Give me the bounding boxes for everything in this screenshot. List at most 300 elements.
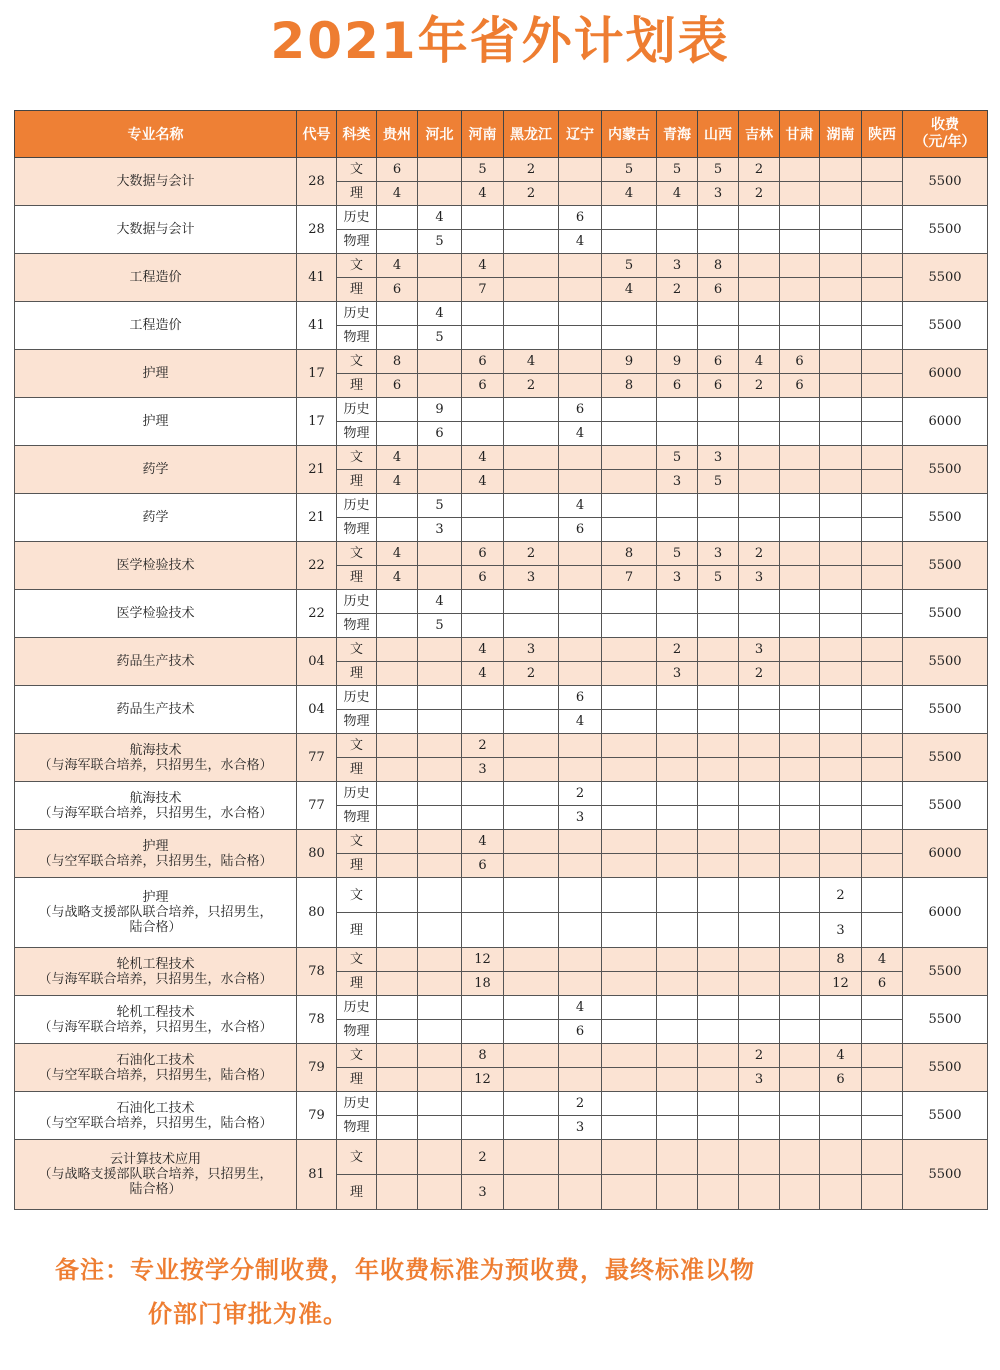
quota-cell: 8 xyxy=(602,374,657,398)
quota-cell xyxy=(862,854,903,878)
quota-cell xyxy=(418,638,462,662)
quota-cell xyxy=(657,830,698,854)
quota-cell xyxy=(698,518,739,542)
quota-cell xyxy=(559,1140,602,1175)
quota-cell xyxy=(780,854,820,878)
quota-cell: 5 xyxy=(418,326,462,350)
table-row xyxy=(15,446,988,470)
quota-cell: 6 xyxy=(820,1068,862,1092)
quota-cell xyxy=(602,206,657,230)
quota-cell xyxy=(780,782,820,806)
major-code-cell: 04 xyxy=(297,686,337,734)
quota-cell: 4 xyxy=(559,230,602,254)
major-name-line: 石油化工技术 xyxy=(116,1100,195,1116)
quota-cell xyxy=(377,206,418,230)
category-cell: 物理 xyxy=(337,614,377,638)
quota-cell xyxy=(602,734,657,758)
quota-cell xyxy=(862,1092,903,1116)
major-name-line: （与战略支援部队联合培养，只招男生， xyxy=(38,905,273,920)
category-cell: 文 xyxy=(337,1140,377,1175)
quota-cell xyxy=(657,518,698,542)
quota-cell xyxy=(739,614,780,638)
quota-cell xyxy=(602,494,657,518)
table-row xyxy=(15,996,988,1020)
quota-cell: 4 xyxy=(462,254,504,278)
quota-cell xyxy=(559,470,602,494)
quota-cell xyxy=(739,1020,780,1044)
quota-cell xyxy=(739,972,780,996)
quota-cell xyxy=(559,758,602,782)
quota-cell xyxy=(602,913,657,948)
quota-cell: 6 xyxy=(698,350,739,374)
quota-cell: 5 xyxy=(698,566,739,590)
quota-cell: 4 xyxy=(377,566,418,590)
quota-cell xyxy=(418,1068,462,1092)
category-cell: 理 xyxy=(337,662,377,686)
table-row xyxy=(15,254,988,278)
quota-cell xyxy=(780,518,820,542)
quota-cell xyxy=(418,972,462,996)
quota-cell: 4 xyxy=(462,638,504,662)
quota-cell xyxy=(418,350,462,374)
fee-cell: 6000 xyxy=(903,398,988,446)
quota-cell xyxy=(418,1175,462,1210)
fee-cell: 5500 xyxy=(903,254,988,302)
quota-cell: 5 xyxy=(418,494,462,518)
quota-cell xyxy=(559,566,602,590)
fee-cell: 5500 xyxy=(903,686,988,734)
quota-cell xyxy=(739,782,780,806)
quota-cell xyxy=(739,710,780,734)
quota-cell xyxy=(559,182,602,206)
quota-cell: 2 xyxy=(559,1092,602,1116)
quota-cell xyxy=(657,206,698,230)
quota-cell: 4 xyxy=(377,542,418,566)
quota-cell: 5 xyxy=(462,158,504,182)
major-name-cell xyxy=(15,302,297,350)
quota-cell xyxy=(377,1068,418,1092)
category-cell: 理 xyxy=(337,374,377,398)
major-name-line: 药品生产技术 xyxy=(116,654,195,669)
quota-cell xyxy=(780,913,820,948)
quota-cell: 12 xyxy=(462,948,504,972)
quota-cell xyxy=(377,734,418,758)
quota-cell xyxy=(739,302,780,326)
quota-cell xyxy=(820,470,862,494)
quota-cell xyxy=(602,1092,657,1116)
quota-cell xyxy=(698,948,739,972)
major-name-line: 轮机工程技术 xyxy=(116,1004,195,1020)
quota-cell xyxy=(820,350,862,374)
quota-cell: 3 xyxy=(739,638,780,662)
category-cell: 物理 xyxy=(337,710,377,734)
major-name-cell xyxy=(15,996,297,1044)
quota-cell xyxy=(820,566,862,590)
quota-cell xyxy=(504,972,559,996)
quota-cell xyxy=(820,446,862,470)
category-cell: 历史 xyxy=(337,782,377,806)
table-row xyxy=(15,494,988,518)
quota-cell xyxy=(739,1140,780,1175)
quota-cell xyxy=(462,518,504,542)
quota-cell: 8 xyxy=(462,1044,504,1068)
quota-cell xyxy=(462,996,504,1020)
table-row xyxy=(15,948,988,972)
quota-cell: 6 xyxy=(462,854,504,878)
fee-header-line2: （元/年） xyxy=(914,134,976,150)
category-cell: 历史 xyxy=(337,686,377,710)
major-name-cell xyxy=(15,446,297,494)
quota-cell xyxy=(698,710,739,734)
quota-cell: 5 xyxy=(418,230,462,254)
category-cell: 物理 xyxy=(337,422,377,446)
quota-cell xyxy=(602,758,657,782)
quota-cell xyxy=(862,614,903,638)
quota-cell xyxy=(739,686,780,710)
quota-cell xyxy=(780,1020,820,1044)
quota-cell xyxy=(739,326,780,350)
quota-cell xyxy=(739,1116,780,1140)
fee-cell: 5500 xyxy=(903,996,988,1044)
quota-cell xyxy=(698,996,739,1020)
quota-cell xyxy=(862,686,903,710)
quota-cell xyxy=(377,1020,418,1044)
quota-cell xyxy=(418,854,462,878)
major-name-line: 医学检验技术 xyxy=(116,558,195,573)
quota-cell xyxy=(504,806,559,830)
quota-cell xyxy=(820,158,862,182)
quota-cell xyxy=(462,1092,504,1116)
col-header-province: 吉林 xyxy=(739,111,780,158)
col-header-name: 专业名称 xyxy=(15,111,297,158)
fee-cell: 5500 xyxy=(903,158,988,206)
quota-cell xyxy=(820,206,862,230)
quota-cell xyxy=(559,1175,602,1210)
fee-cell: 5500 xyxy=(903,948,988,996)
quota-cell xyxy=(462,913,504,948)
category-cell: 物理 xyxy=(337,806,377,830)
quota-cell xyxy=(780,398,820,422)
quota-cell xyxy=(739,518,780,542)
quota-cell xyxy=(504,913,559,948)
quota-cell xyxy=(418,758,462,782)
category-cell: 理 xyxy=(337,972,377,996)
quota-cell: 4 xyxy=(462,830,504,854)
quota-cell xyxy=(698,830,739,854)
quota-cell xyxy=(739,854,780,878)
quota-cell xyxy=(559,302,602,326)
table-row xyxy=(15,878,988,913)
quota-cell xyxy=(504,230,559,254)
quota-cell xyxy=(780,590,820,614)
quota-cell xyxy=(559,374,602,398)
quota-cell: 12 xyxy=(462,1068,504,1092)
quota-cell xyxy=(698,614,739,638)
col-header-province: 河北 xyxy=(418,111,462,158)
quota-cell xyxy=(820,1092,862,1116)
quota-cell xyxy=(504,422,559,446)
col-header-province: 内蒙古 xyxy=(602,111,657,158)
category-cell: 文 xyxy=(337,638,377,662)
quota-cell: 6 xyxy=(559,206,602,230)
page-title: 2021年省外计划表 xyxy=(270,12,730,70)
fee-cell: 5500 xyxy=(903,206,988,254)
quota-cell: 5 xyxy=(602,158,657,182)
quota-cell xyxy=(504,1044,559,1068)
quota-cell xyxy=(698,972,739,996)
quota-cell xyxy=(504,518,559,542)
quota-cell xyxy=(602,422,657,446)
fee-cell: 5500 xyxy=(903,494,988,542)
quota-cell xyxy=(602,878,657,913)
quota-cell xyxy=(504,878,559,913)
quota-cell xyxy=(862,996,903,1020)
quota-cell xyxy=(377,972,418,996)
major-name-cell xyxy=(15,1092,297,1140)
quota-cell: 3 xyxy=(698,446,739,470)
quota-cell: 3 xyxy=(657,254,698,278)
quota-cell xyxy=(657,302,698,326)
quota-cell xyxy=(504,470,559,494)
quota-cell xyxy=(418,913,462,948)
quota-cell xyxy=(820,542,862,566)
quota-cell xyxy=(657,996,698,1020)
quota-cell xyxy=(739,1175,780,1210)
quota-cell xyxy=(657,1116,698,1140)
quota-cell: 6 xyxy=(462,350,504,374)
col-header-province: 青海 xyxy=(657,111,698,158)
quota-cell xyxy=(862,710,903,734)
quota-cell xyxy=(780,638,820,662)
quota-cell xyxy=(462,590,504,614)
quota-cell: 5 xyxy=(418,614,462,638)
quota-cell xyxy=(698,1044,739,1068)
quota-cell: 3 xyxy=(657,566,698,590)
quota-cell xyxy=(820,782,862,806)
quota-cell xyxy=(602,1044,657,1068)
major-name-line: 护理 xyxy=(142,414,169,429)
quota-cell: 6 xyxy=(698,374,739,398)
quota-cell xyxy=(698,854,739,878)
quota-cell xyxy=(602,948,657,972)
quota-cell: 3 xyxy=(657,662,698,686)
quota-cell xyxy=(377,996,418,1020)
category-cell: 历史 xyxy=(337,494,377,518)
col-header-province: 陕西 xyxy=(862,111,903,158)
quota-cell xyxy=(657,326,698,350)
quota-cell xyxy=(504,1116,559,1140)
col-header-code: 代号 xyxy=(297,111,337,158)
category-cell: 历史 xyxy=(337,1092,377,1116)
quota-cell: 7 xyxy=(462,278,504,302)
category-cell: 文 xyxy=(337,158,377,182)
table-row xyxy=(15,830,988,854)
quota-cell: 9 xyxy=(657,350,698,374)
quota-cell xyxy=(504,854,559,878)
quota-cell xyxy=(462,806,504,830)
col-header-province: 河南 xyxy=(462,111,504,158)
quota-cell: 8 xyxy=(602,542,657,566)
fee-cell: 5500 xyxy=(903,542,988,590)
quota-cell xyxy=(862,518,903,542)
quota-cell xyxy=(780,302,820,326)
quota-cell xyxy=(559,158,602,182)
quota-cell xyxy=(559,734,602,758)
quota-cell xyxy=(504,326,559,350)
quota-cell xyxy=(602,302,657,326)
major-name-cell xyxy=(15,686,297,734)
quota-cell: 3 xyxy=(739,566,780,590)
quota-cell xyxy=(820,326,862,350)
major-name-line: 大数据与会计 xyxy=(116,174,195,189)
quota-cell: 4 xyxy=(377,470,418,494)
quota-cell xyxy=(504,782,559,806)
quota-cell xyxy=(462,206,504,230)
quota-cell xyxy=(739,830,780,854)
major-name-line: 护理 xyxy=(142,890,169,905)
quota-cell xyxy=(820,590,862,614)
quota-cell xyxy=(418,782,462,806)
quota-cell: 4 xyxy=(559,494,602,518)
quota-cell xyxy=(780,422,820,446)
quota-cell xyxy=(602,782,657,806)
category-cell: 文 xyxy=(337,878,377,913)
quota-cell: 4 xyxy=(739,350,780,374)
category-cell: 理 xyxy=(337,854,377,878)
quota-cell xyxy=(862,913,903,948)
quota-cell xyxy=(559,854,602,878)
quota-cell xyxy=(418,446,462,470)
fee-cell: 5500 xyxy=(903,1044,988,1092)
quota-cell xyxy=(739,948,780,972)
quota-cell xyxy=(377,326,418,350)
major-code-cell: 77 xyxy=(297,782,337,830)
major-code-cell: 22 xyxy=(297,542,337,590)
quota-cell: 5 xyxy=(657,542,698,566)
quota-cell xyxy=(780,206,820,230)
major-name-line: 陆合格） xyxy=(129,920,182,935)
major-code-cell: 80 xyxy=(297,830,337,878)
major-name-cell xyxy=(15,878,297,948)
quota-cell xyxy=(559,326,602,350)
category-cell: 历史 xyxy=(337,590,377,614)
quota-cell: 2 xyxy=(739,542,780,566)
quota-cell xyxy=(462,782,504,806)
quota-cell xyxy=(739,996,780,1020)
category-cell: 文 xyxy=(337,542,377,566)
quota-cell xyxy=(377,302,418,326)
quota-cell: 2 xyxy=(739,158,780,182)
quota-cell xyxy=(418,734,462,758)
quota-cell xyxy=(820,1020,862,1044)
quota-cell xyxy=(377,830,418,854)
quota-cell xyxy=(418,878,462,913)
quota-cell xyxy=(559,278,602,302)
quota-cell xyxy=(820,686,862,710)
quota-cell xyxy=(602,1116,657,1140)
quota-cell xyxy=(418,158,462,182)
quota-cell xyxy=(862,830,903,854)
col-header-province: 黑龙江 xyxy=(504,111,559,158)
quota-cell xyxy=(559,878,602,913)
quota-cell: 4 xyxy=(377,446,418,470)
quota-cell: 2 xyxy=(739,182,780,206)
major-name-cell xyxy=(15,494,297,542)
quota-cell xyxy=(602,972,657,996)
quota-cell: 6 xyxy=(418,422,462,446)
quota-cell xyxy=(462,230,504,254)
quota-cell xyxy=(862,494,903,518)
quota-cell xyxy=(862,230,903,254)
quota-cell xyxy=(504,614,559,638)
quota-cell xyxy=(418,806,462,830)
quota-cell xyxy=(559,1068,602,1092)
quota-cell xyxy=(820,278,862,302)
quota-cell xyxy=(377,1116,418,1140)
quota-cell: 12 xyxy=(820,972,862,996)
quota-cell: 3 xyxy=(559,806,602,830)
col-header-category: 科类 xyxy=(337,111,377,158)
quota-cell xyxy=(739,913,780,948)
quota-cell xyxy=(377,1140,418,1175)
quota-cell: 6 xyxy=(657,374,698,398)
quota-cell xyxy=(418,1020,462,1044)
fee-cell: 6000 xyxy=(903,350,988,398)
quota-cell xyxy=(377,1044,418,1068)
quota-cell xyxy=(862,398,903,422)
quota-cell xyxy=(739,878,780,913)
quota-cell: 2 xyxy=(657,638,698,662)
major-name-line: 航海技术 xyxy=(129,790,182,806)
category-cell: 物理 xyxy=(337,326,377,350)
quota-cell xyxy=(698,1116,739,1140)
major-name-line: （与海军联合培养，只招男生，水合格） xyxy=(38,971,273,987)
quota-cell xyxy=(462,1116,504,1140)
table-row xyxy=(15,1044,988,1068)
quota-cell xyxy=(657,734,698,758)
quota-cell xyxy=(602,326,657,350)
quota-cell xyxy=(862,254,903,278)
quota-cell xyxy=(698,686,739,710)
quota-cell xyxy=(462,614,504,638)
table-header-row xyxy=(15,111,988,158)
major-name-cell xyxy=(15,398,297,446)
quota-cell xyxy=(862,470,903,494)
major-name-cell xyxy=(15,782,297,830)
major-name-line: 石油化工技术 xyxy=(116,1052,195,1068)
quota-cell xyxy=(462,398,504,422)
quota-cell xyxy=(780,1068,820,1092)
major-name-line: （与海军联合培养，只招男生，水合格） xyxy=(38,805,273,821)
quota-cell xyxy=(657,686,698,710)
fee-cell: 6000 xyxy=(903,830,988,878)
quota-cell xyxy=(377,686,418,710)
quota-cell: 8 xyxy=(377,350,418,374)
quota-cell xyxy=(820,422,862,446)
quota-cell: 6 xyxy=(462,542,504,566)
quota-cell xyxy=(820,302,862,326)
major-name-cell xyxy=(15,1044,297,1092)
quota-cell: 5 xyxy=(698,158,739,182)
quota-cell xyxy=(862,1140,903,1175)
quota-cell xyxy=(820,854,862,878)
quota-cell xyxy=(504,710,559,734)
table-row xyxy=(15,782,988,806)
quota-cell xyxy=(504,446,559,470)
fee-cell: 5500 xyxy=(903,1140,988,1210)
quota-cell: 4 xyxy=(820,1044,862,1068)
category-cell: 理 xyxy=(337,566,377,590)
